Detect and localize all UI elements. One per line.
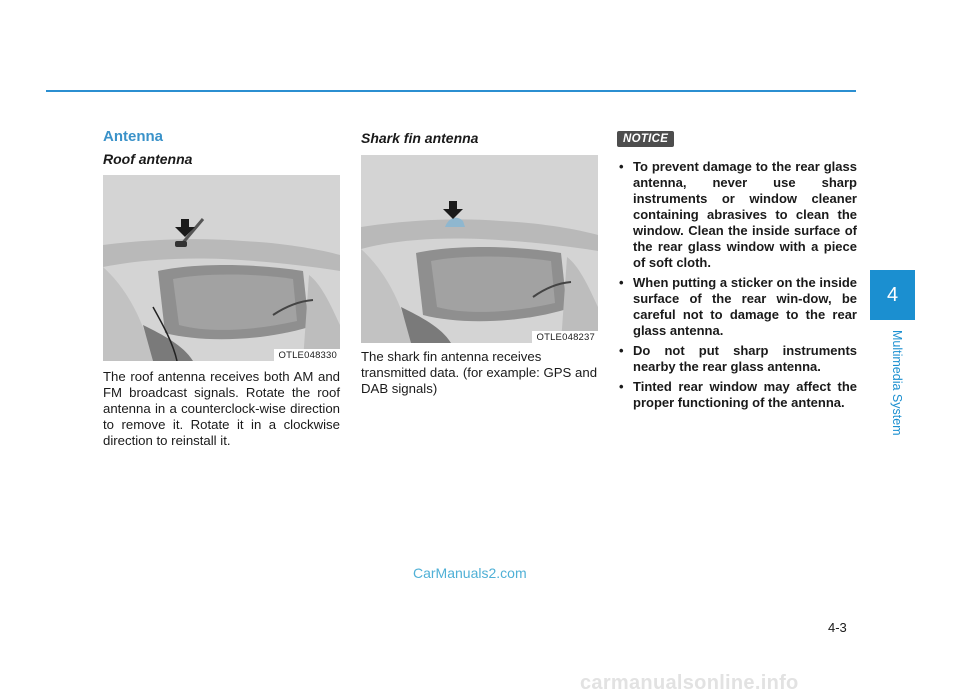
column-roof-antenna — [103, 128, 340, 449]
column-shark-fin-antenna — [361, 128, 598, 397]
car-rear-shark-fin-illustration — [361, 155, 598, 343]
roof-antenna-body: The roof antenna receives both AM and FM broadcast signals. Rotate the roof antenna in a counterclock-wise direction to remove it. Rotate it in a clockwise direction to reinstall it. — [103, 369, 340, 448]
column-notice — [617, 128, 857, 415]
car-rear-roof-antenna-illustration — [103, 175, 340, 361]
page-number: 4-3 — [828, 620, 847, 635]
image-code: OTLE048237 — [532, 331, 598, 343]
watermark-link[interactable]: CarManuals2.com — [413, 565, 527, 581]
roof-antenna-title: Roof antenna — [103, 151, 193, 167]
section-title: Antenna — [103, 128, 163, 145]
chapter-tab: 4 — [870, 270, 915, 320]
roof-antenna-photo — [103, 175, 340, 361]
watermark-footer: carmanualsonline.info — [580, 672, 799, 694]
header-rule — [46, 90, 856, 92]
shark-fin-antenna-title: Shark fin antenna — [361, 130, 479, 146]
chapter-label: Multimedia System — [890, 330, 904, 436]
list-item: • Do not put sharp instruments nearby the rear glass antenna. — [617, 343, 857, 375]
shark-fin-antenna-photo — [361, 155, 598, 343]
list-item: • Tinted rear window may affect the proper functioning of the antenna. — [617, 379, 857, 411]
list-item: • To prevent damage to the rear glass antenna, never use sharp instruments or window cleaner containing abrasives to clean the window. Clean the inside surface of the rear glass window with a piece of soft cloth. — [617, 159, 857, 271]
notice-badge: NOTICE — [617, 131, 674, 147]
list-item: • When putting a sticker on the inside surface of the rear win-dow, be careful not to damage to the rear glass antenna. — [617, 275, 857, 339]
shark-fin-antenna-body: The shark fin antenna receives transmitted data. (for example: GPS and DAB signals) — [361, 349, 598, 396]
image-code: OTLE048330 — [274, 349, 340, 361]
notice-list — [617, 159, 857, 411]
